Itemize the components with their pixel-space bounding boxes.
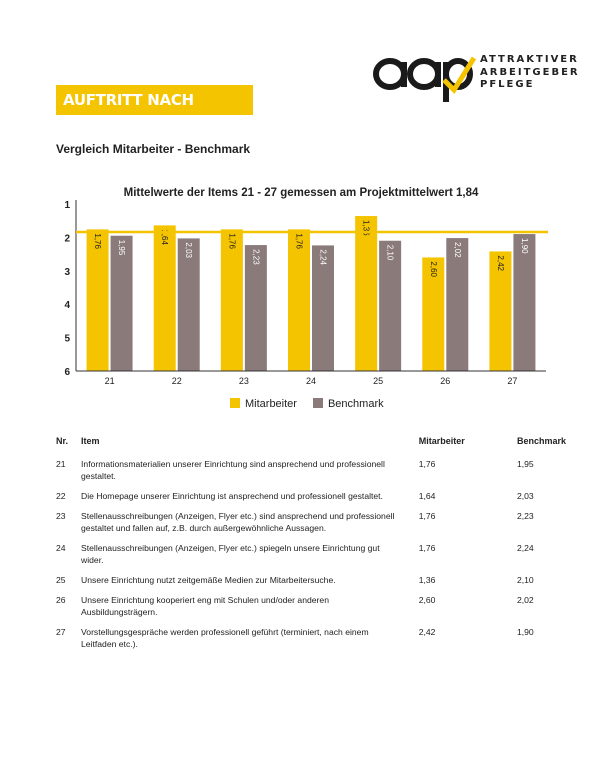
x-tick-label: 25 bbox=[373, 376, 384, 386]
row-mitarbeiter: 1,36 bbox=[418, 575, 436, 585]
row-nr: 25 bbox=[56, 575, 66, 585]
bar-benchmark bbox=[111, 236, 133, 371]
x-tick-label: 26 bbox=[440, 376, 451, 386]
table-row bbox=[56, 542, 566, 574]
row-benchmark: 1,90 bbox=[516, 627, 534, 637]
row-benchmark: 1,95 bbox=[516, 459, 534, 469]
row-item: Unsere Einrichtung kooperiert eng mit Schulen und/oder anderen Ausbildungsträgern. bbox=[81, 595, 329, 617]
header-mitarbeiter: Mitarbeiter bbox=[418, 436, 465, 446]
section-banner: AUFTRITT NACH AUSSEN bbox=[56, 85, 253, 115]
page-subtitle: Vergleich Mitarbeiter - Benchmark bbox=[56, 142, 251, 156]
bar-benchmark bbox=[178, 238, 200, 371]
header-benchmark: Benchmark bbox=[516, 436, 566, 446]
chart-legend bbox=[230, 398, 384, 410]
value-label-mitarbeiter: 2,60 bbox=[428, 261, 438, 278]
row-nr: 27 bbox=[56, 627, 66, 637]
bar-benchmark bbox=[446, 238, 468, 371]
value-label-benchmark: 2,03 bbox=[184, 242, 194, 258]
row-item: Informationsmaterialien unserer Einrichtung sind ansprechend und professionell gestaltet. bbox=[81, 459, 385, 481]
table-row bbox=[56, 626, 566, 658]
legend-label-mitarbeiter: Mitarbeiter bbox=[245, 398, 297, 410]
value-label-mitarbeiter: 1,76 bbox=[93, 233, 103, 249]
logo-line-2: ARBEITGEBER bbox=[480, 66, 580, 78]
value-label-benchmark: 2,10 bbox=[385, 244, 395, 261]
row-mitarbeiter: 1,64 bbox=[418, 491, 436, 501]
row-item: Vorstellungsgespräche werden professionell geführt (terminiert, nach einem Leitfaden etc.). bbox=[81, 627, 369, 649]
row-mitarbeiter: 2,60 bbox=[418, 595, 436, 605]
y-tick-label: 3 bbox=[64, 266, 70, 278]
y-tick-label: 5 bbox=[64, 333, 70, 345]
row-nr: 26 bbox=[56, 595, 66, 605]
table-body bbox=[56, 458, 566, 658]
legend-item-benchmark bbox=[313, 398, 384, 410]
bar-mitarbeiter bbox=[221, 229, 243, 371]
row-benchmark: 2,10 bbox=[516, 575, 534, 585]
value-label-mitarbeiter: 1,36 bbox=[361, 220, 371, 236]
legend-swatch-mitarbeiter bbox=[230, 398, 240, 408]
chart-title: Mittelwerte der Items 21 - 27 gemessen am Projektmittelwert 1,84 bbox=[123, 187, 479, 199]
x-tick-label: 27 bbox=[507, 376, 518, 386]
y-tick-label: 1 bbox=[64, 200, 70, 211]
legend-swatch-benchmark bbox=[313, 398, 323, 408]
table-row bbox=[56, 490, 566, 510]
x-tick-label: 24 bbox=[305, 376, 317, 386]
x-tick-label: 22 bbox=[171, 376, 182, 386]
table-row bbox=[56, 594, 566, 626]
bar-mitarbeiter bbox=[87, 229, 109, 371]
logo-line-3: PFLEGE bbox=[480, 79, 535, 90]
value-label-mitarbeiter: 1,76 bbox=[227, 233, 237, 249]
row-mitarbeiter: 1,76 bbox=[418, 543, 436, 553]
row-item: Stellenausschreibungen (Anzeigen, Flyer etc.) sind ansprechend und professionell gestaltet und fallen auf, z.B. durch außergewöhnliche Aussagen. bbox=[81, 511, 395, 533]
header-item: Item bbox=[81, 436, 100, 446]
x-tick-label: 23 bbox=[238, 376, 249, 386]
legend-label-benchmark: Benchmark bbox=[327, 398, 384, 410]
table-row bbox=[56, 510, 566, 542]
value-label-benchmark: 2,23 bbox=[251, 249, 261, 265]
table-row bbox=[56, 458, 566, 490]
row-mitarbeiter: 1,76 bbox=[418, 511, 436, 521]
bar-mitarbeiter bbox=[355, 216, 377, 371]
bar-mitarbeiter bbox=[154, 225, 176, 371]
table-header-row bbox=[56, 436, 566, 458]
value-label-mitarbeiter: 1,64 bbox=[160, 229, 170, 245]
row-benchmark: 2,24 bbox=[516, 543, 534, 553]
row-benchmark: 2,03 bbox=[516, 491, 534, 501]
row-nr: 22 bbox=[56, 491, 66, 501]
table-row bbox=[56, 574, 566, 594]
row-benchmark: 2,23 bbox=[516, 511, 534, 521]
x-tick-label: 21 bbox=[104, 376, 115, 386]
value-label-benchmark: 2,02 bbox=[452, 242, 462, 258]
legend-item-mitarbeiter bbox=[230, 398, 297, 410]
header-nr: Nr. bbox=[56, 436, 69, 446]
y-tick-label: 2 bbox=[64, 233, 70, 245]
row-item: Unsere Einrichtung nutzt zeitgemäße Medien zur Mitarbeitersuche. bbox=[81, 575, 336, 585]
value-label-mitarbeiter: 1,76 bbox=[294, 233, 304, 249]
row-nr: 24 bbox=[56, 543, 66, 553]
row-nr: 21 bbox=[56, 459, 66, 469]
bar-mitarbeiter bbox=[288, 229, 310, 371]
row-benchmark: 2,02 bbox=[516, 595, 534, 605]
row-mitarbeiter: 2,42 bbox=[418, 627, 436, 637]
value-label-benchmark: 1,95 bbox=[117, 239, 127, 256]
y-tick-label: 4 bbox=[64, 300, 70, 312]
logo-line-1: ATTRAKTIVER bbox=[480, 54, 579, 65]
row-mitarbeiter: 1,76 bbox=[418, 459, 436, 469]
row-item: Die Homepage unserer Einrichtung ist ansprechend und professionell gestaltet. bbox=[81, 491, 383, 501]
bar-benchmark bbox=[513, 234, 535, 371]
items-table bbox=[56, 436, 566, 658]
value-label-benchmark: 2,24 bbox=[318, 249, 328, 265]
row-nr: 23 bbox=[56, 511, 66, 521]
y-tick-label: 6 bbox=[64, 367, 70, 378]
row-item: Stellenausschreibungen (Anzeigen, Flyer etc.) spiegeln unsere Einrichtung gut wider. bbox=[81, 543, 380, 565]
value-label-benchmark: 1,90 bbox=[519, 238, 529, 254]
value-label-mitarbeiter: 2,42 bbox=[495, 255, 505, 272]
